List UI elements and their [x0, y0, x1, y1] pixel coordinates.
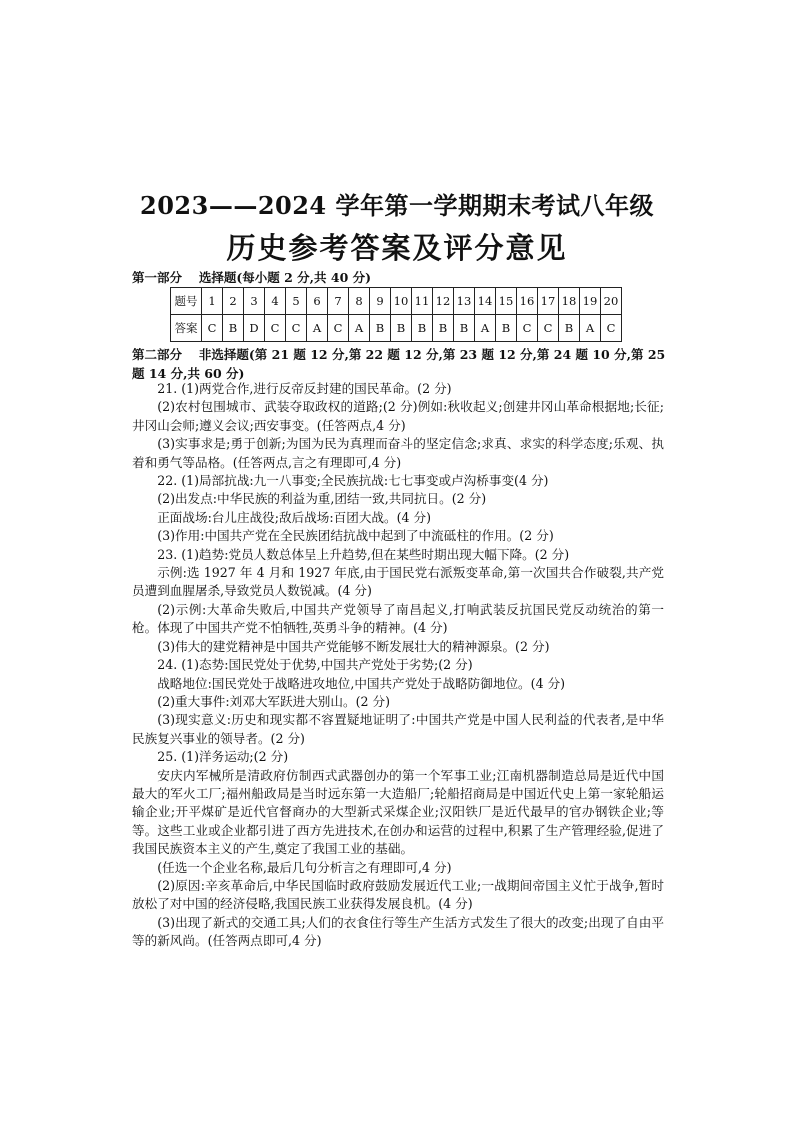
question-number: 4: [265, 288, 286, 315]
question-number: 19: [580, 288, 601, 315]
answer-paragraph: 25. (1)洋务运动;(2 分): [157, 749, 289, 765]
answer-key-title: 历史参考答案及评分意见: [226, 231, 568, 265]
answer-body: [132, 380, 664, 951]
question-number: 8: [349, 288, 370, 315]
answer-paragraph: 23. (1)趋势:党员人数总体呈上升趋势,但在某些时期出现大幅下降。(2 分): [157, 546, 570, 562]
answer-cell: A: [580, 315, 601, 342]
question-number: 17: [538, 288, 559, 315]
question-number: 15: [496, 288, 517, 315]
question-number: 14: [475, 288, 496, 315]
answer-cell: B: [370, 315, 391, 342]
number-row: [171, 288, 622, 315]
answer-cell: C: [601, 315, 622, 342]
answer-cell: B: [496, 315, 517, 342]
answer-cell: B: [454, 315, 475, 342]
answer-paragraph: (2)示例:大革命失败后,中国共产党领导了南昌起义,打响武装反抗国民党反动统治的第一枪。体现了中国共产党不怕牺牲,英勇斗争的精神。(4 分): [132, 601, 664, 636]
number-row-header: 题号: [171, 288, 202, 315]
question-number: 2: [223, 288, 244, 315]
answer-cell: B: [559, 315, 580, 342]
question-number: 20: [601, 288, 622, 315]
answer-paragraph: (3)作用:中国共产党在全民族团结抗战中起到了中流砥柱的作用。(2 分): [157, 528, 554, 544]
answer-paragraph: 21. (1)两党合作,进行反帝反封建的国民革命。(2 分): [157, 381, 452, 396]
answer-cell: D: [244, 315, 265, 342]
answer-cell: C: [265, 315, 286, 342]
answer-cell: C: [328, 315, 349, 342]
answer-paragraph: 24. (1)态势:国民党处于优势,中国共产党处于劣势;(2 分): [157, 657, 473, 673]
answer-cell: B: [223, 315, 244, 342]
answer-paragraph: (3)出现了新式的交通工具;人们的衣食住行等生产生活方式发生了很大的改变;出现了自由平等的新风尚。(任答两点即可,4 分): [132, 914, 664, 949]
answer-paragraph: (3)实事求是;勇于创新;为国为民为真理而奋斗的坚定信念;求真、求实的科学态度;乐观、执着和勇气等品格。(任答两点,言之有理即可,4 分): [132, 436, 664, 470]
question-number: 9: [370, 288, 391, 315]
answer-paragraph: (3)伟大的建党精神是中国共产党能够不断发展壮大的精神源泉。(2 分): [157, 638, 550, 654]
answer-paragraph: 战略地位:国民党处于战略进攻地位,中国共产党处于战略防御地位。(4 分): [157, 675, 566, 691]
answer-paragraph: 正面战场:台儿庄战役;敌后战场:百团大战。(4 分): [157, 509, 432, 525]
answer-paragraph: 安庆内军械所是清政府仿制西式武器创办的第一个军事工业;江南机器制造总局是近代中国最大的军火工厂;福州船政局是当时远东第一大造船厂;轮船招商局是中国近代史上第一家轮船运输企业;开平煤矿是近代官督商办的大型新式采煤企业;汉阳铁厂是近代最早的官办钢铁企业;等等。这些工业或企业都引进了西方先进技术,在创办和运营的过程中,积累了生产管理经验,促进了我国民族资本主义的产生,奠定了我国工业的基础。: [132, 767, 664, 857]
answer-paragraph: (2)农村包围城市、武装夺取政权的道路;(2 分)例如:秋收起义;创建井冈山革命根据地;长征;井冈山会师;遵义会议;西安事变。(任答两点,4 分): [132, 399, 664, 433]
answer-paragraph: (2)重大事件:刘邓大军跃进大别山。(2 分): [157, 693, 391, 709]
section2-heading: 第二部分 非选择题(第 21 题 12 分,第 22 题 12 分,第 23 题 12 分,第 24 题 10 分,第 25 题 14 分,共 60 分): [132, 347, 666, 381]
answer-cell: A: [475, 315, 496, 342]
answer-cell: C: [538, 315, 559, 342]
answer-cell: C: [286, 315, 307, 342]
answer-cell: C: [517, 315, 538, 342]
answer-cell: A: [349, 315, 370, 342]
section1-heading: 第一部分 选择题(每小题 2 分,共 40 分): [132, 270, 372, 285]
exam-title: 2023——2024 学年第一学期期末考试八年级: [140, 191, 654, 220]
question-number: 1: [202, 288, 223, 315]
answer-row-header: 答案: [171, 315, 202, 342]
answer-paragraph: (任选一个企业名称,最后几句分析言之有理即可,4 分): [157, 859, 452, 875]
answer-row: [171, 315, 622, 342]
answer-paragraph: (3)现实意义:历史和现实都不容置疑地证明了:中国共产党是中国人民利益的代表者,是中华民族复兴事业的领导者。(2 分): [132, 712, 664, 746]
answer-cell: B: [412, 315, 433, 342]
question-number: 12: [433, 288, 454, 315]
question-number: 16: [517, 288, 538, 315]
question-number: 11: [412, 288, 433, 315]
question-number: 6: [307, 288, 328, 315]
answer-cell: C: [202, 315, 223, 342]
question-number: 13: [454, 288, 475, 315]
answer-cell: B: [391, 315, 412, 342]
question-number: 3: [244, 288, 265, 315]
answer-cell: B: [433, 315, 454, 342]
answer-paragraph: (2)原因:辛亥革命后,中华民国临时政府鼓励发展近代工业;一战期间帝国主义忙于战争,暂时放松了对中国的经济侵略,我国民族工业获得发展良机。(4 分): [132, 877, 664, 912]
answer-paragraph: (2)出发点:中华民族的利益为重,团结一致,共同抗日。(2 分): [157, 491, 487, 507]
answer-paragraph: 22. (1)局部抗战:九一八事变;全民族抗战:七七事变或卢沟桥事变(4 分): [157, 473, 549, 489]
answer-paragraph: 示例:选 1927 年 4 月和 1927 年底,由于国民党右派叛变革命,第一次国共合作破裂,共产党员遭到血腥屠杀,导致党员人数锐减。(4 分): [132, 565, 664, 599]
answer-table: [170, 287, 622, 342]
answer-cell: A: [307, 315, 328, 342]
question-number: 10: [391, 288, 412, 315]
question-number: 5: [286, 288, 307, 315]
question-number: 7: [328, 288, 349, 315]
question-number: 18: [559, 288, 580, 315]
